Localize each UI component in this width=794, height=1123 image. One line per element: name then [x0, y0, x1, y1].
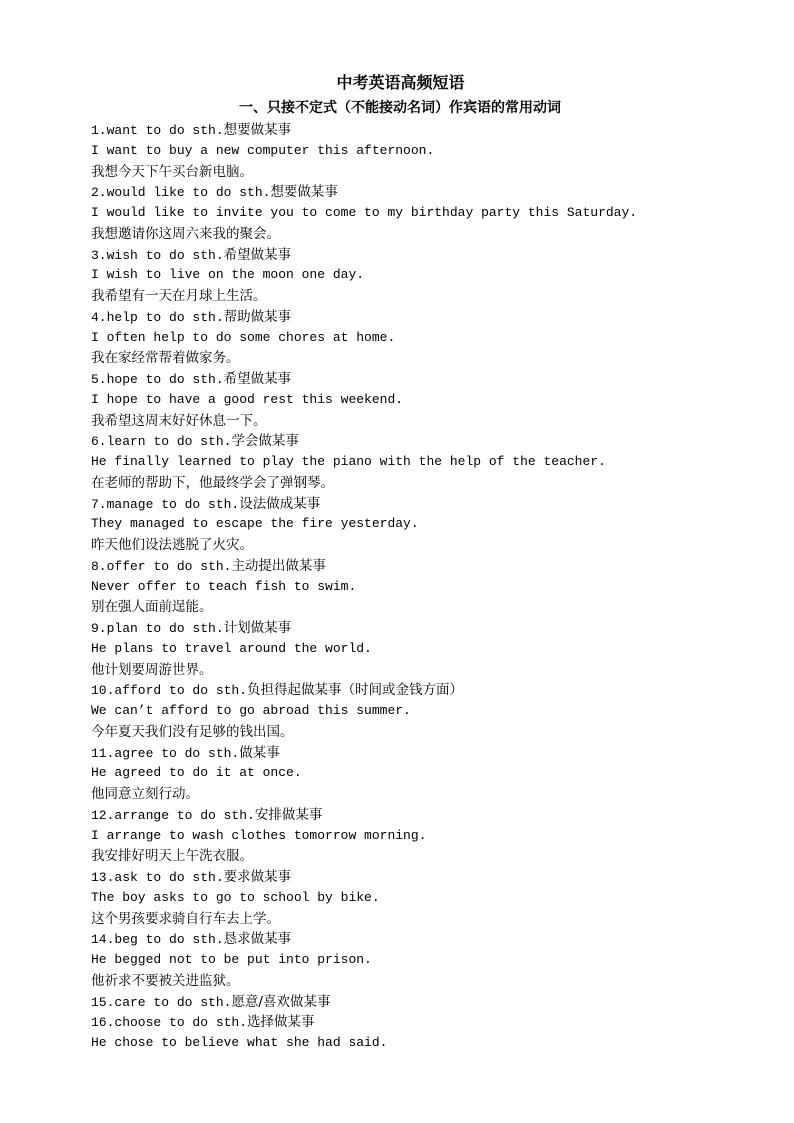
phrase-meaning: 帮助做某事: [223, 308, 292, 325]
phrase-meaning: 希望做某事: [223, 246, 292, 263]
example-sentence-en: I often help to do some chores at home.: [91, 329, 396, 345]
section-heading: 一、只接不定式（不能接动名词）作宾语的常用动词: [239, 100, 561, 116]
page-title: 中考英语高频短语: [336, 73, 465, 92]
phrase-meaning: 希望做某事: [223, 371, 292, 387]
example-sentence-zh: 我在家经常帮着做家务。: [91, 350, 240, 367]
example-sentence-en: I wish to live on the moon one day.: [91, 267, 365, 283]
phrase-heading: [91, 245, 754, 266]
phrase-heading: [91, 618, 754, 639]
example-sentence-zh: 这个男孩要求骑自行车去上学。: [91, 910, 280, 927]
phrase-meaning: 主动提出做某事: [231, 557, 326, 574]
phrase-text: 10.afford to do sth.: [91, 683, 248, 699]
example-sentence-zh: 昨天他们设法逃脱了火灾。: [91, 537, 253, 553]
phrase-text: 1.want to do sth.: [91, 123, 224, 138]
phrase-text: 7.manage to do sth.: [91, 496, 240, 512]
example-sentence-en: He plans to travel around the world.: [91, 640, 372, 656]
phrase-meaning: 恳求做某事: [223, 931, 292, 948]
phrase-text: 2.would like to do sth.: [91, 185, 271, 201]
example-sentence-zh: 我想今天下午买台新电脑。: [91, 163, 253, 180]
phrase-heading: [91, 307, 754, 328]
example-sentence-en: He finally learned to play the piano with the help of the teacher.: [91, 454, 606, 469]
phrase-heading: [91, 494, 754, 515]
example-sentence-zh: 在老师的帮助下，他最终学会了弹钢琴。: [91, 474, 334, 491]
example-sentence-en: I want to buy a new computer this afternoon.: [91, 142, 435, 158]
phrase-heading: [91, 929, 754, 950]
phrase-text: 13.ask to do sth.: [91, 870, 224, 885]
phrase-text: 9.plan to do sth.: [91, 621, 224, 636]
phrase-heading: [91, 182, 754, 203]
example-sentence-zh: 我安排好明天上午洗衣服。: [91, 848, 253, 865]
phrase-heading: [91, 992, 754, 1013]
phrase-heading: [91, 431, 754, 452]
phrase-meaning: 想要做某事: [223, 122, 292, 138]
example-sentence-en: He begged not to be put into prison.: [91, 952, 372, 967]
example-sentence-en: Never offer to teach fish to swim.: [91, 578, 357, 594]
example-sentence-en: I arrange to wash clothes tomorrow morning.: [91, 827, 427, 843]
phrase-meaning: 学会做某事: [231, 433, 299, 450]
phrase-heading: [91, 743, 754, 764]
phrase-text: 4.help to do sth.: [91, 309, 224, 325]
phrase-text: 14.beg to do sth.: [91, 932, 224, 948]
phrase-text: 16.choose to do sth.: [91, 1015, 248, 1031]
example-sentence-zh: 我希望有一天在月球上生活。: [91, 288, 267, 304]
example-sentence-en: I hope to have a good rest this weekend.: [91, 391, 404, 407]
phrase-text: 3.wish to do sth.: [91, 247, 224, 263]
phrase-meaning: 设法做成某事: [239, 495, 321, 512]
example-sentence-en: He agreed to do it at once.: [91, 765, 302, 781]
phrase-heading: [91, 805, 754, 826]
example-sentence-en: He chose to believe what she had said.: [91, 1035, 388, 1050]
phrase-meaning: 计划做某事: [223, 620, 292, 636]
phrase-heading: [91, 120, 754, 141]
example-sentence-en: We can’t afford to go abroad this summer.: [91, 703, 411, 718]
phrase-meaning: 要求做某事: [223, 869, 292, 885]
example-sentence-zh: 我想邀请你这周六来我的聚会。: [91, 225, 280, 242]
example-sentence-en: I would like to invite you to come to my birthday party this Saturday.: [91, 205, 638, 220]
phrase-meaning: 想要做某事: [270, 184, 338, 201]
phrase-meaning: 安排做某事: [254, 806, 323, 823]
phrase-text: 11.agree to do sth.: [91, 745, 240, 761]
phrase-heading: [91, 867, 754, 888]
phrase-meaning: 做某事: [239, 744, 280, 761]
example-sentence-en: The boy asks to go to school by bike.: [91, 889, 380, 905]
phrase-text: 8.offer to do sth.: [91, 558, 232, 574]
phrase-heading: [91, 556, 754, 577]
example-sentence-zh: 别在强人面前逞能。: [91, 599, 213, 616]
phrase-heading: [91, 680, 754, 701]
phrase-text: 12.arrange to do sth.: [91, 807, 255, 823]
example-sentence-en: They managed to escape the fire yesterday.: [91, 516, 419, 532]
phrase-meaning: 负担得起做某事（时间或金钱方面）: [247, 682, 464, 699]
phrase-heading: [91, 369, 754, 390]
example-sentence-zh: 他计划要周游世界。: [91, 661, 213, 678]
example-sentence-zh: 我希望这周末好好休息一下。: [91, 412, 267, 429]
example-sentence-zh: 他祈求不要被关进监狱。: [91, 972, 240, 989]
phrase-meaning: 选择做某事: [247, 1014, 315, 1031]
phrase-list: [91, 120, 754, 1054]
phrase-heading: [91, 1012, 754, 1033]
phrase-text: 5.hope to do sth.: [91, 372, 224, 387]
example-sentence-zh: 他同意立刻行动。: [91, 786, 199, 802]
example-sentence-zh: 今年夏天我们没有足够的钱出国。: [91, 723, 294, 740]
phrase-meaning: 愿意/喜欢做某事: [231, 993, 331, 1010]
phrase-text: 6.learn to do sth.: [91, 434, 232, 450]
phrase-text: 15.care to do sth.: [91, 994, 232, 1010]
